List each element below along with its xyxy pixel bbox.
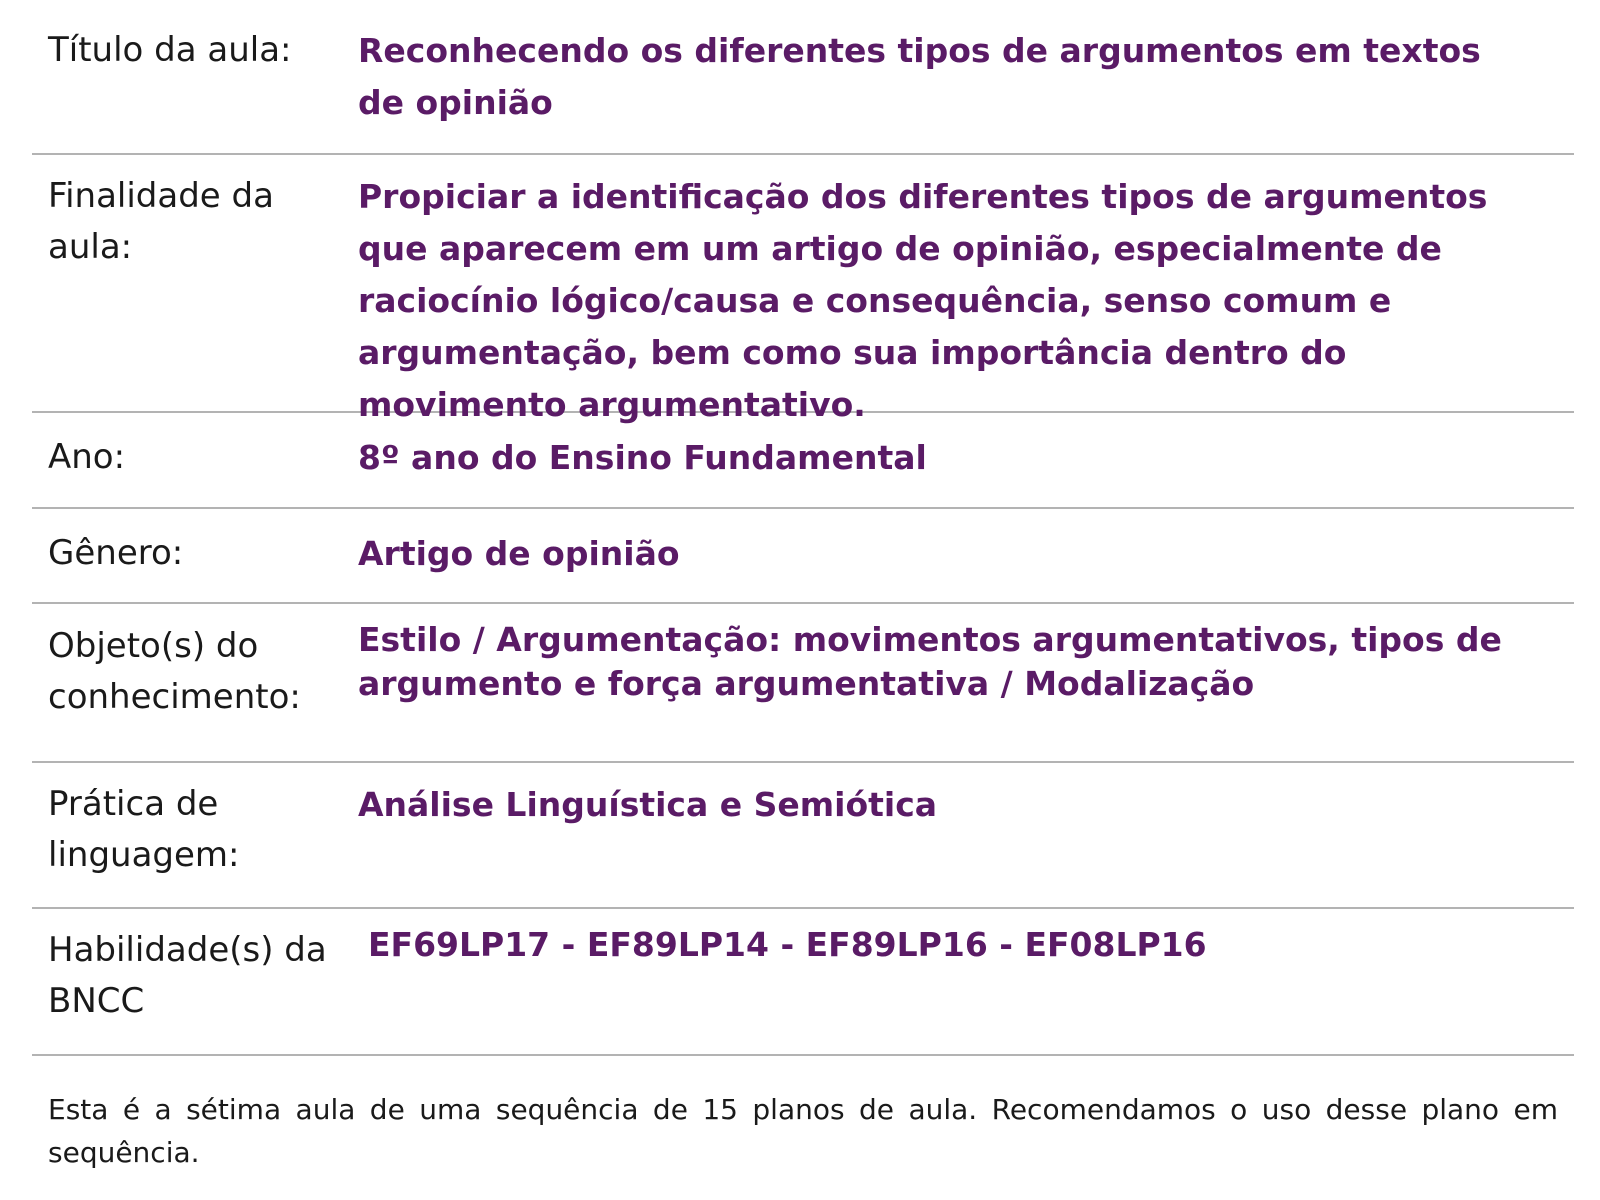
label-lesson-purpose: Finalidade da aula: <box>48 176 274 267</box>
sequence-note: Esta é a sétima aula de uma sequência de 15 planos de aula. Recomendamos o uso desse plano em sequência. <box>48 1093 1558 1169</box>
value-bncc-skills: EF69LP17 - EF89LP14 - EF89LP16 - EF08LP16 <box>368 925 1207 964</box>
value-school-year: 8º ano do Ensino Fundamental <box>358 438 927 477</box>
label-language-practice: Prática de linguagem: <box>48 784 240 875</box>
row-bncc-skills <box>32 909 1574 1056</box>
row-genre <box>32 509 1574 604</box>
row-school-year <box>32 413 1574 509</box>
label-bncc-skills: Habilidade(s) da BNCC <box>48 930 327 1021</box>
value-lesson-title: Reconhecendo os diferentes tipos de argumentos em textos de opinião <box>358 31 1481 122</box>
label-genre: Gênero: <box>48 533 184 573</box>
value-knowledge-objects: Estilo / Argumentação: movimentos argumentativos, tipos de argumento e força argumentativa / Modalização <box>358 620 1502 703</box>
value-language-practice: Análise Linguística e Semiótica <box>358 785 938 824</box>
row-lesson-title <box>32 0 1574 155</box>
value-genre: Artigo de opinião <box>358 534 680 573</box>
label-lesson-title: Título da aula: <box>48 30 292 70</box>
row-knowledge-objects <box>32 604 1574 763</box>
row-language-practice <box>32 763 1574 909</box>
value-lesson-purpose: Propiciar a identificação dos diferentes tipos de argumentos que aparecem em um artigo de opinião, especialmente de raciocínio lógico/causa e consequência, senso comum e argumentação, bem como sua importância dentro do movimento argumentativo. <box>358 177 1488 424</box>
row-lesson-purpose <box>32 155 1574 424</box>
label-school-year: Ano: <box>48 437 126 477</box>
label-knowledge-objects: Objeto(s) do conhecimento: <box>48 626 301 717</box>
